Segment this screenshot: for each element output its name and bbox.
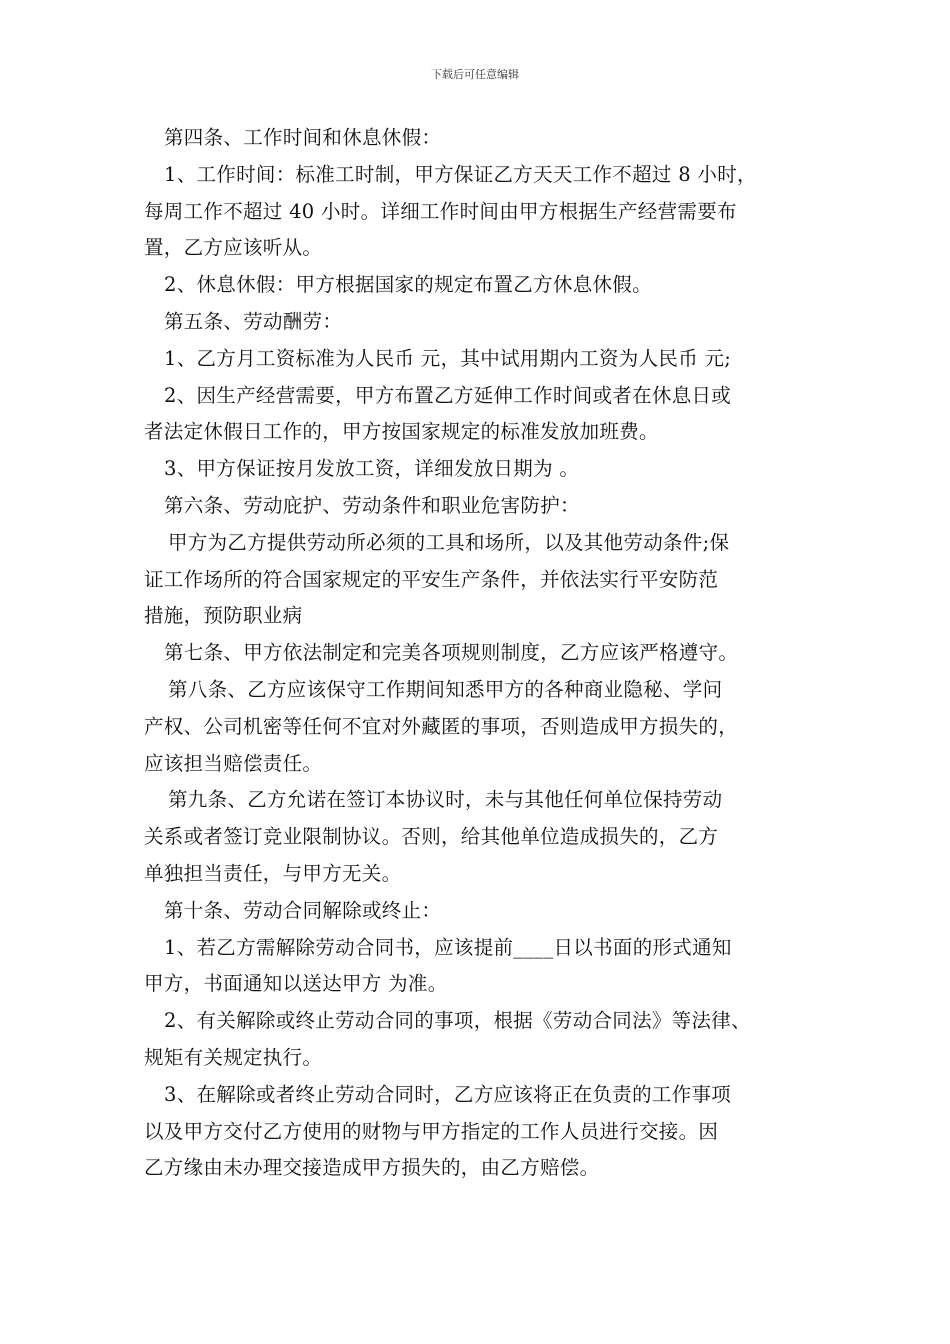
text-line: 第六条、劳动庇护、劳动条件和职业危害防护： <box>164 493 580 517</box>
text-line: 证工作场所的符合国家规定的平安生产条件，并依法实行平安防范 <box>144 567 719 591</box>
text-line: 第五条、劳动酬劳： <box>164 309 343 333</box>
text-line: 甲方，书面通知以送达甲方 为准。 <box>144 972 448 996</box>
text-line: 应该担当赔偿责任。 <box>144 751 323 775</box>
text-line: 第四条、工作时间和休息休假： <box>164 126 442 149</box>
text-line: 关系或者签订竞业限制协议。否则，给其他单位造成损失的，乙方 <box>144 825 719 849</box>
text-line: 单独担当责任，与甲方无关。 <box>144 861 402 885</box>
text-line: 1、工作时间：标准工时制，甲方保证乙方天天工作不超过 8 小时， <box>164 162 757 186</box>
text-line: 规矩有关规定执行。 <box>144 1045 323 1069</box>
text-line: 者法定休假日工作的，甲方按国家规定的标准发放加班费。 <box>144 420 659 444</box>
text-line: 产权、公司机密等任何不宜对外藏匿的事项，否则造成甲方损失的， <box>144 714 739 738</box>
text-line: 第九条、乙方允诺在签订本协议时，未与其他任何单位保持劳动 <box>168 788 723 812</box>
text-line: 措施，预防职业病 <box>144 604 303 628</box>
text-line: 每周工作不超过 40 小时。详细工作时间由甲方根据生产经营需要布 <box>144 199 737 223</box>
text-line: 2、休息休假：甲方根据国家的规定布置乙方休息休假。 <box>164 273 652 297</box>
text-line: 乙方缘由未办理交接造成甲方损失的，由乙方赔偿。 <box>144 1156 600 1180</box>
text-line: 第七条、甲方依法制定和完美各项规则制度，乙方应该严格遵守。 <box>164 641 739 665</box>
text-line: 置，乙方应该听从。 <box>144 236 323 260</box>
text-line: 2、有关解除或终止劳动合同的事项，根据《劳动合同法》等法律、 <box>164 1009 751 1033</box>
text-line: 甲方为乙方提供劳动所必须的工具和场所，以及其他劳动条件;保 <box>168 530 730 554</box>
page-header: 下载后可任意编辑 <box>431 68 519 81</box>
text-line: 3、甲方保证按月发放工资，详细发放日期为 。 <box>164 457 580 481</box>
text-line: 1、乙方月工资标准为人民币 元，其中试用期内工资为人民币 元; <box>164 346 732 370</box>
text-line: 3、在解除或者终止劳动合同时，乙方应该将正在负责的工作事项 <box>164 1082 732 1106</box>
text-line: 2、因生产经营需要，甲方布置乙方延伸工作时间或者在休息日或 <box>164 383 732 407</box>
document-body <box>144 120 822 1187</box>
text-line: 以及甲方交付乙方使用的财物与甲方指定的工作人员进行交接。因 <box>144 1119 719 1143</box>
text-line: 第八条、乙方应该保守工作期间知悉甲方的各种商业隐秘、学问 <box>168 677 723 701</box>
text-line: 第十条、劳动合同解除或终止： <box>164 898 442 922</box>
text-line: 1、若乙方需解除劳动合同书，应该提前____日以书面的形式通知 <box>164 935 732 959</box>
